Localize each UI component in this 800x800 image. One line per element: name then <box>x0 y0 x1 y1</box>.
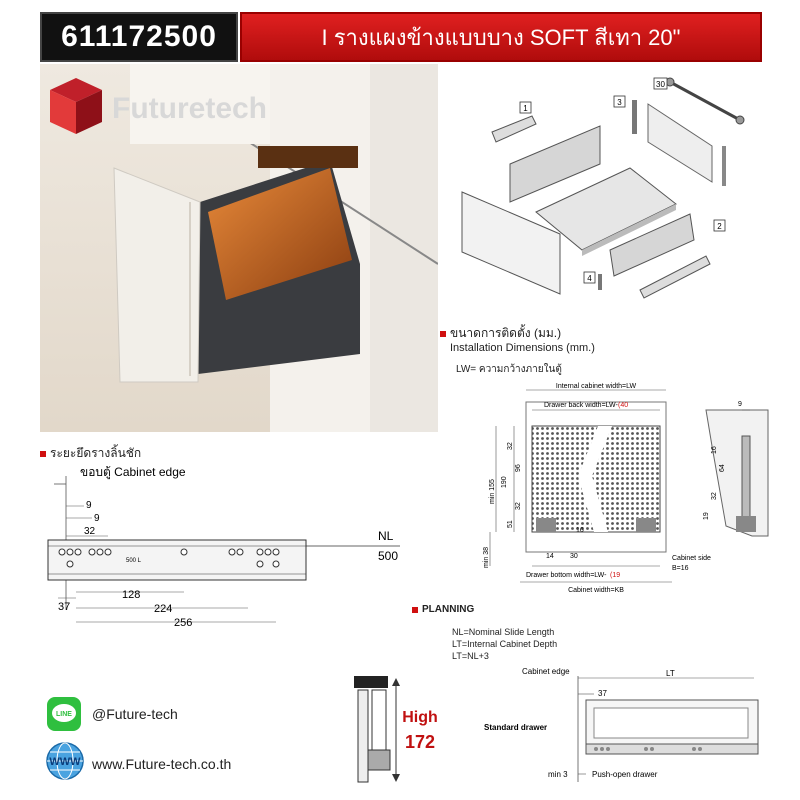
bullet-icon <box>40 451 46 457</box>
dim-label: 51 <box>507 520 514 528</box>
www-label: WWW <box>49 756 81 768</box>
dim-label: 32 <box>515 502 522 510</box>
part-number: 1 <box>523 104 528 113</box>
dim-label: 224 <box>154 603 173 615</box>
part-number: 3 <box>617 98 622 107</box>
dim-label: 30 <box>570 553 578 560</box>
install-title-th: ขนาดการติดตั้ง (มม.) <box>440 324 561 343</box>
dim-label: 96 <box>515 464 522 472</box>
product-photo <box>40 64 438 432</box>
line-icon-label: LINE <box>56 711 72 718</box>
lw-note: LW= ความกว้างภายในตู้ <box>456 364 562 375</box>
cabinet-edge-label: Cabinet edge <box>522 667 570 676</box>
dim-label: 16 <box>576 527 584 534</box>
brand-name: Futuretech <box>112 92 268 125</box>
dim-label: 37 <box>598 689 607 698</box>
line-id[interactable]: @Future-tech <box>92 706 178 722</box>
nl-value: 500 <box>378 549 399 563</box>
cabinet-edge-label: ขอบตู้ Cabinet edge <box>80 465 186 479</box>
globe-icon[interactable] <box>44 740 86 782</box>
product-title: I รางแผงข้างแบบบาง SOFT สีเทา 20" <box>240 12 762 62</box>
product-code: 611172500 <box>40 12 238 62</box>
dim-label: 32 <box>84 526 96 537</box>
dim-label: 32 <box>711 492 718 500</box>
lt-label: LT <box>666 669 675 678</box>
dim-label: 32 <box>507 442 514 450</box>
planning-line: NL=Nominal Slide Length <box>452 627 555 637</box>
cabinet-side-label: Cabinet side <box>672 555 711 562</box>
dim-label: 37 <box>58 601 71 613</box>
standard-drawer-label: Standard drawer <box>484 723 548 732</box>
height-value: 172 <box>404 732 436 752</box>
installation-drawing <box>480 376 780 598</box>
dim-label: 19 <box>703 512 710 520</box>
back-width-tolerance: (40 <box>618 402 629 409</box>
dim-label: 256 <box>174 617 193 629</box>
internal-width-label: Internal cabinet width=LW <box>555 383 637 390</box>
dim-label: 9 <box>738 401 742 408</box>
slide-mounting-drawing <box>40 460 440 630</box>
bottom-width-label: Drawer bottom width=LW- <box>526 572 607 579</box>
height-diagram <box>352 674 442 786</box>
slide-title: ระยะยึดรางลิ้นชัก <box>40 444 141 463</box>
dim-label: 64 <box>719 464 726 472</box>
bullet-icon <box>440 331 446 337</box>
part-number: 2 <box>717 222 722 231</box>
dim-label: 14 <box>546 553 554 560</box>
brand-logo <box>50 78 102 134</box>
bottom-width-tolerance: (19 <box>610 572 621 579</box>
push-open-label: Push-open drawer <box>592 770 658 779</box>
drawer-illustration <box>40 64 438 432</box>
min3-label: min 3 <box>548 770 568 779</box>
back-width-label: Drawer back width=LW- <box>544 402 618 409</box>
line-app-icon[interactable] <box>46 696 82 732</box>
install-title-en: Installation Dimensions (mm.) <box>450 342 595 354</box>
dim-label: 190 <box>501 476 508 488</box>
bullet-icon <box>412 607 418 613</box>
b16-label: B=16 <box>672 565 689 572</box>
min155-label: min 155 <box>489 479 496 504</box>
cabinet-width-label: Cabinet width=KB <box>568 587 624 594</box>
rail-stamp: 500 L <box>126 558 142 564</box>
website-link[interactable]: www.Future-tech.co.th <box>92 756 232 772</box>
height-label: High <box>402 709 438 726</box>
part-number: 30 <box>656 80 665 89</box>
min38-label: min 38 <box>483 546 490 568</box>
planning-drawing <box>470 662 770 786</box>
part-number: 4 <box>587 274 592 283</box>
dim-label: 128 <box>122 589 141 601</box>
dim-label: 9 <box>86 500 92 511</box>
nl-label: NL <box>378 529 394 543</box>
planning-line: LT=NL+3 <box>452 651 489 661</box>
planning-line: LT=Internal Cabinet Depth <box>452 639 558 649</box>
exploded-diagram <box>440 64 780 314</box>
planning-title: PLANNING <box>412 604 474 615</box>
dim-label: 9 <box>94 513 100 524</box>
dim-label: 16 <box>711 446 718 454</box>
